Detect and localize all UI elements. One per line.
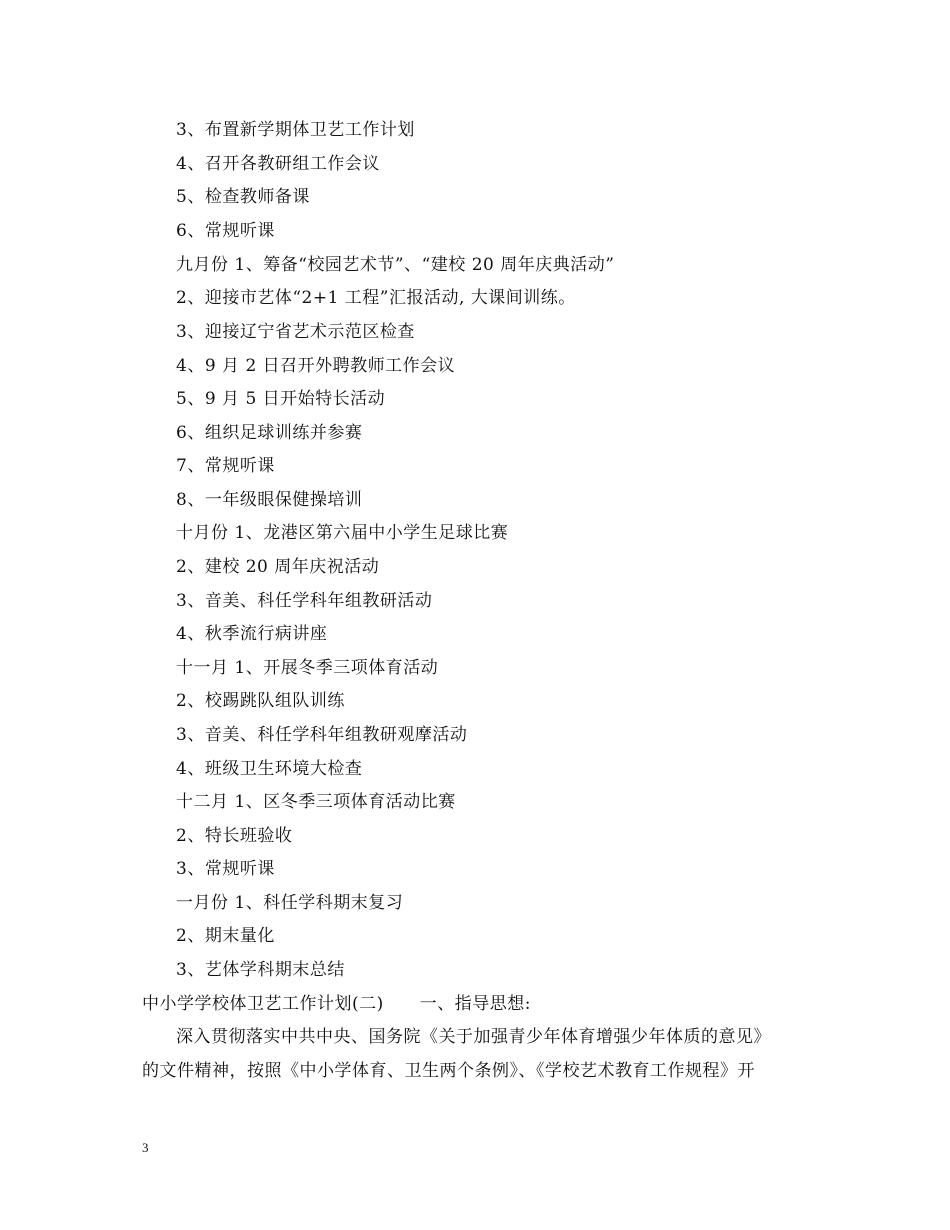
plan-item: 6、组织足球训练并参赛 [176, 423, 363, 443]
plan-item: 7、常规听课 [176, 456, 275, 476]
plan-item: 2、建校 20 周年庆祝活动 [176, 557, 380, 577]
paragraph-line: 的文件精神，按照《中小学体育、卫生两个条例》、《学校艺术教育工作规程》开 [142, 1061, 755, 1081]
section-heading: 一、指导思想: [419, 994, 531, 1014]
plan-item: 5、9 月 5 日开始特长活动 [176, 389, 386, 409]
plan-item: 3、音美、科任学科年组教研活动 [176, 591, 433, 611]
plan-item: 4、召开各教研组工作会议 [176, 154, 380, 174]
plan-item: 6、常规听课 [176, 221, 275, 241]
plan-item: 3、布置新学期体卫艺工作计划 [176, 120, 415, 140]
section-title-line [142, 993, 531, 1015]
month-heading-september: 九月份 1、筹备“校园艺术节”、“建校 20 周年庆典活动” [176, 255, 615, 275]
plan-item: 4、班级卫生环境大检查 [176, 759, 363, 779]
plan-item: 3、音美、科任学科年组教研观摩活动 [176, 725, 468, 745]
month-heading-december: 十二月 1、区冬季三项体育活动比赛 [176, 792, 456, 812]
plan-item: 8、一年级眼保健操培训 [176, 490, 363, 510]
plan-item: 5、检查教师备课 [176, 187, 310, 207]
plan-item: 2、迎接市艺体“2+1 工程”汇报活动, 大课间训练。 [176, 288, 576, 308]
month-heading-november: 十一月 1、开展冬季三项体育活动 [176, 658, 439, 678]
month-heading-october: 十月份 1、龙港区第六届中小学生足球比赛 [176, 523, 509, 543]
plan-item: 3、迎接辽宁省艺术示范区检查 [176, 322, 415, 342]
plan-item: 3、艺体学科期末总结 [176, 960, 345, 980]
plan-item: 2、期末量化 [176, 926, 275, 946]
plan-item: 2、特长班验收 [176, 826, 293, 846]
plan-item: 2、校踢跳队组队训练 [176, 691, 345, 711]
month-heading-january: 一月份 1、科任学科期末复习 [176, 893, 404, 913]
plan-item: 3、常规听课 [176, 859, 275, 879]
page-number: 3 [142, 1140, 149, 1155]
paragraph-line: 深入贯彻落实中共中央、国务院《关于加强青少年体育增强少年体质的意见》 [176, 1027, 771, 1047]
plan-item: 4、9 月 2 日召开外聘教师工作会议 [176, 356, 456, 376]
section-title: 中小学学校体卫艺工作计划(二) [142, 994, 384, 1014]
plan-item: 4、秋季流行病讲座 [176, 624, 328, 644]
